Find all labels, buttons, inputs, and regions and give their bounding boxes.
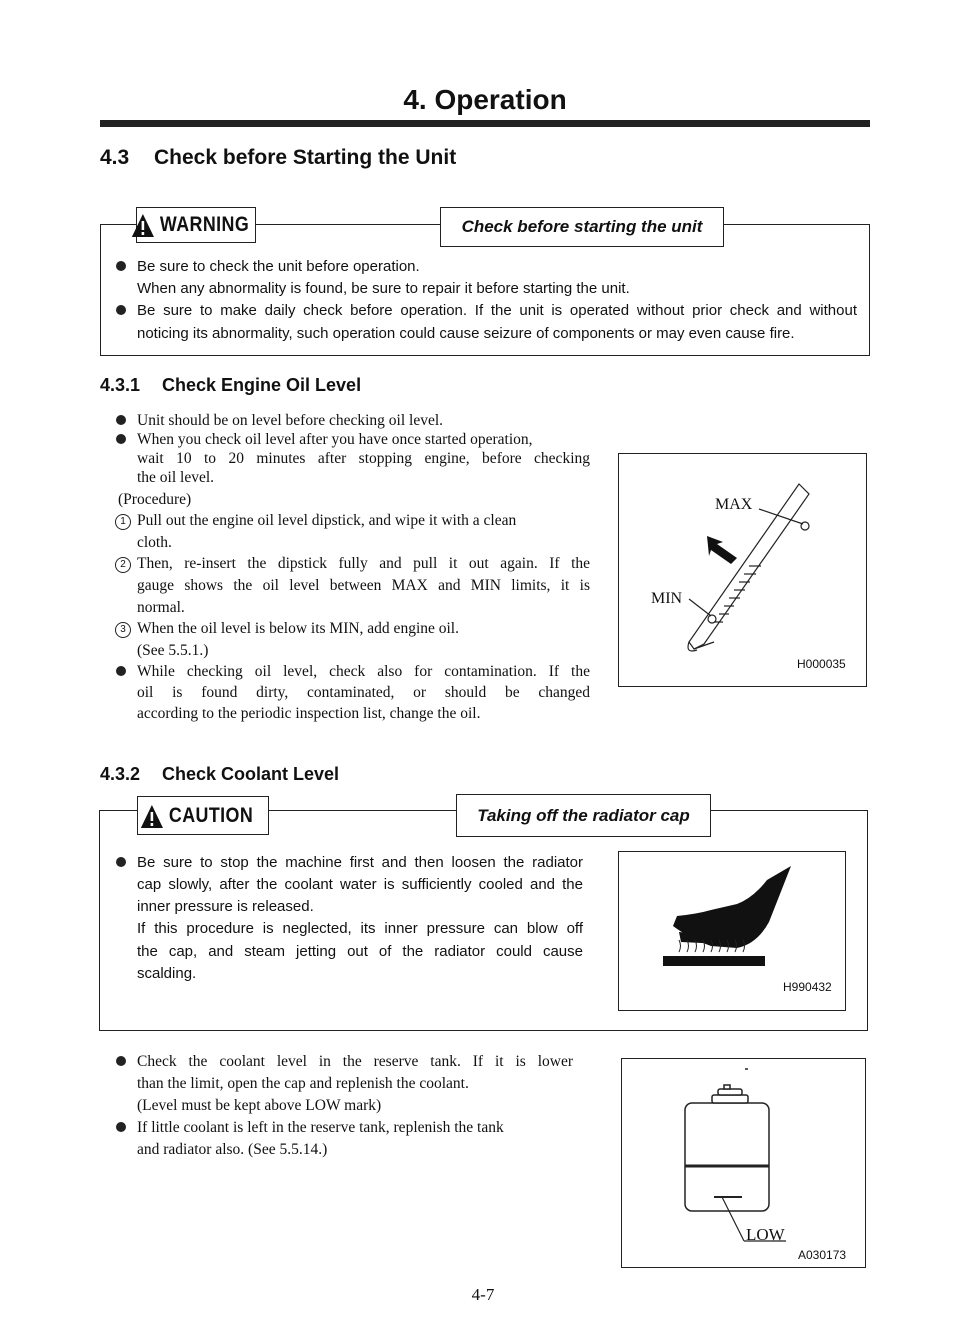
oil-text-line: normal. <box>137 599 185 616</box>
warning-label-text: WARNING <box>159 213 249 236</box>
coolant-text-line: (Level must be kept above LOW mark) <box>137 1097 382 1114</box>
warning-text-line: noticing its abnormality, such operation could cause seizure of components or may even cause fire. <box>137 325 795 342</box>
low-label: LOW <box>746 1225 785 1244</box>
oil-text-line: the oil level. <box>137 469 215 486</box>
caution-label-text: CAUTION <box>169 803 254 827</box>
subsection-heading-coolant <box>100 764 339 785</box>
reserve-tank-figure <box>621 1058 866 1268</box>
oil-text-line: oil is found dirty, contaminated, or should be changed <box>137 684 590 701</box>
chapter-title: 4. Operation <box>403 84 567 115</box>
warning-text-line: Be sure to make daily check before operation. If the unit is operated without prior check and without <box>137 302 857 319</box>
bullet-icon <box>116 305 126 315</box>
dipstick-illustration <box>619 454 866 686</box>
bullet-icon <box>116 434 126 444</box>
subsection-title: Check Coolant Level <box>162 764 340 784</box>
bullet-icon <box>116 415 126 425</box>
caution-text-line: Be sure to stop the machine first and then loosen the radiator <box>137 854 583 871</box>
oil-text-line: While checking oil level, check also for contamination. If the <box>137 663 590 680</box>
step-number-1: 1 <box>115 514 131 530</box>
coolant-text-line: and radiator also. (See 5.5.14.) <box>137 1141 328 1158</box>
steam-figure <box>618 851 846 1011</box>
caution-text-line: the cap, and steam jetting out of the radiator could cause <box>137 943 583 960</box>
oil-text-line: Then, re-insert the dipstick fully and pull it out again. If the <box>137 555 590 572</box>
coolant-text-line: If little coolant is left in the reserve tank, replenish the tank <box>137 1119 504 1136</box>
max-label: MAX <box>715 496 753 513</box>
subsection-number: 4.3.2 <box>100 764 141 784</box>
section-title <box>100 146 456 170</box>
oil-text-line: Pull out the engine oil level dipstick, and wipe it with a clean <box>137 512 517 529</box>
warning-title: Check before starting the unit <box>461 217 703 236</box>
oil-text-line: wait 10 to 20 minutes after stopping engine, before checking <box>137 450 590 467</box>
reserve-tank-illustration <box>622 1059 865 1267</box>
bullet-icon <box>116 1056 126 1066</box>
bullet-icon <box>116 261 126 271</box>
oil-text-line: (See 5.5.1.) <box>137 642 209 659</box>
warning-label <box>136 207 256 243</box>
section-number: 4.3 <box>100 146 130 169</box>
caution-text-line: scalding. <box>137 965 197 982</box>
warning-text-line: Be sure to check the unit before operation. <box>137 258 420 275</box>
caution-text-line: cap slowly, after the coolant water is sufficiently cooled and the <box>137 876 583 893</box>
caution-text-line: If this procedure is neglected, its inner pressure can blow off <box>137 920 583 937</box>
warning-triangle-icon <box>140 803 164 829</box>
caution-title: Taking off the radiator cap <box>477 805 690 825</box>
procedure-label: (Procedure) <box>118 491 192 508</box>
oil-text-line: When the oil level is below its MIN, add engine oil. <box>137 620 459 637</box>
page-number: 4-7 <box>471 1285 495 1304</box>
chapter-rule <box>100 120 870 127</box>
bullet-icon <box>116 666 126 676</box>
oil-text-line: according to the periodic inspection list, change the oil. <box>137 705 481 722</box>
caution-text-line: inner pressure is released. <box>137 898 314 915</box>
oil-text-line: gauge shows the oil level between MAX and MIN limits, it is <box>137 577 590 594</box>
figure-code: A030173 <box>798 1248 847 1262</box>
oil-text-line: cloth. <box>137 534 172 551</box>
min-label: MIN <box>651 590 683 607</box>
step-number-3: 3 <box>115 622 131 638</box>
warning-triangle-icon <box>131 212 155 238</box>
subsection-heading-oil <box>100 375 361 396</box>
warning-title-box <box>440 207 724 247</box>
coolant-text-line: Check the coolant level in the reserve tank. If it is lower <box>137 1053 573 1070</box>
caution-title-box <box>456 794 711 837</box>
caution-label <box>137 796 269 835</box>
section-title-text: Check before Starting the Unit <box>154 146 457 169</box>
oil-text-line: When you check oil level after you have once started operation, <box>137 431 533 448</box>
bullet-icon <box>116 1122 126 1132</box>
step-number-2: 2 <box>115 557 131 573</box>
oil-text-line: Unit should be on level before checking oil level. <box>137 412 444 429</box>
figure-code: H000035 <box>797 657 846 671</box>
dipstick-figure <box>618 453 867 687</box>
subsection-title: Check Engine Oil Level <box>162 375 362 395</box>
warning-text-line: When any abnormality is found, be sure to repair it before starting the unit. <box>137 280 630 297</box>
figure-code: H990432 <box>783 980 832 994</box>
subsection-number: 4.3.1 <box>100 375 141 395</box>
bullet-icon <box>116 857 126 867</box>
coolant-text-line: than the limit, open the cap and replenish the coolant. <box>137 1075 469 1092</box>
